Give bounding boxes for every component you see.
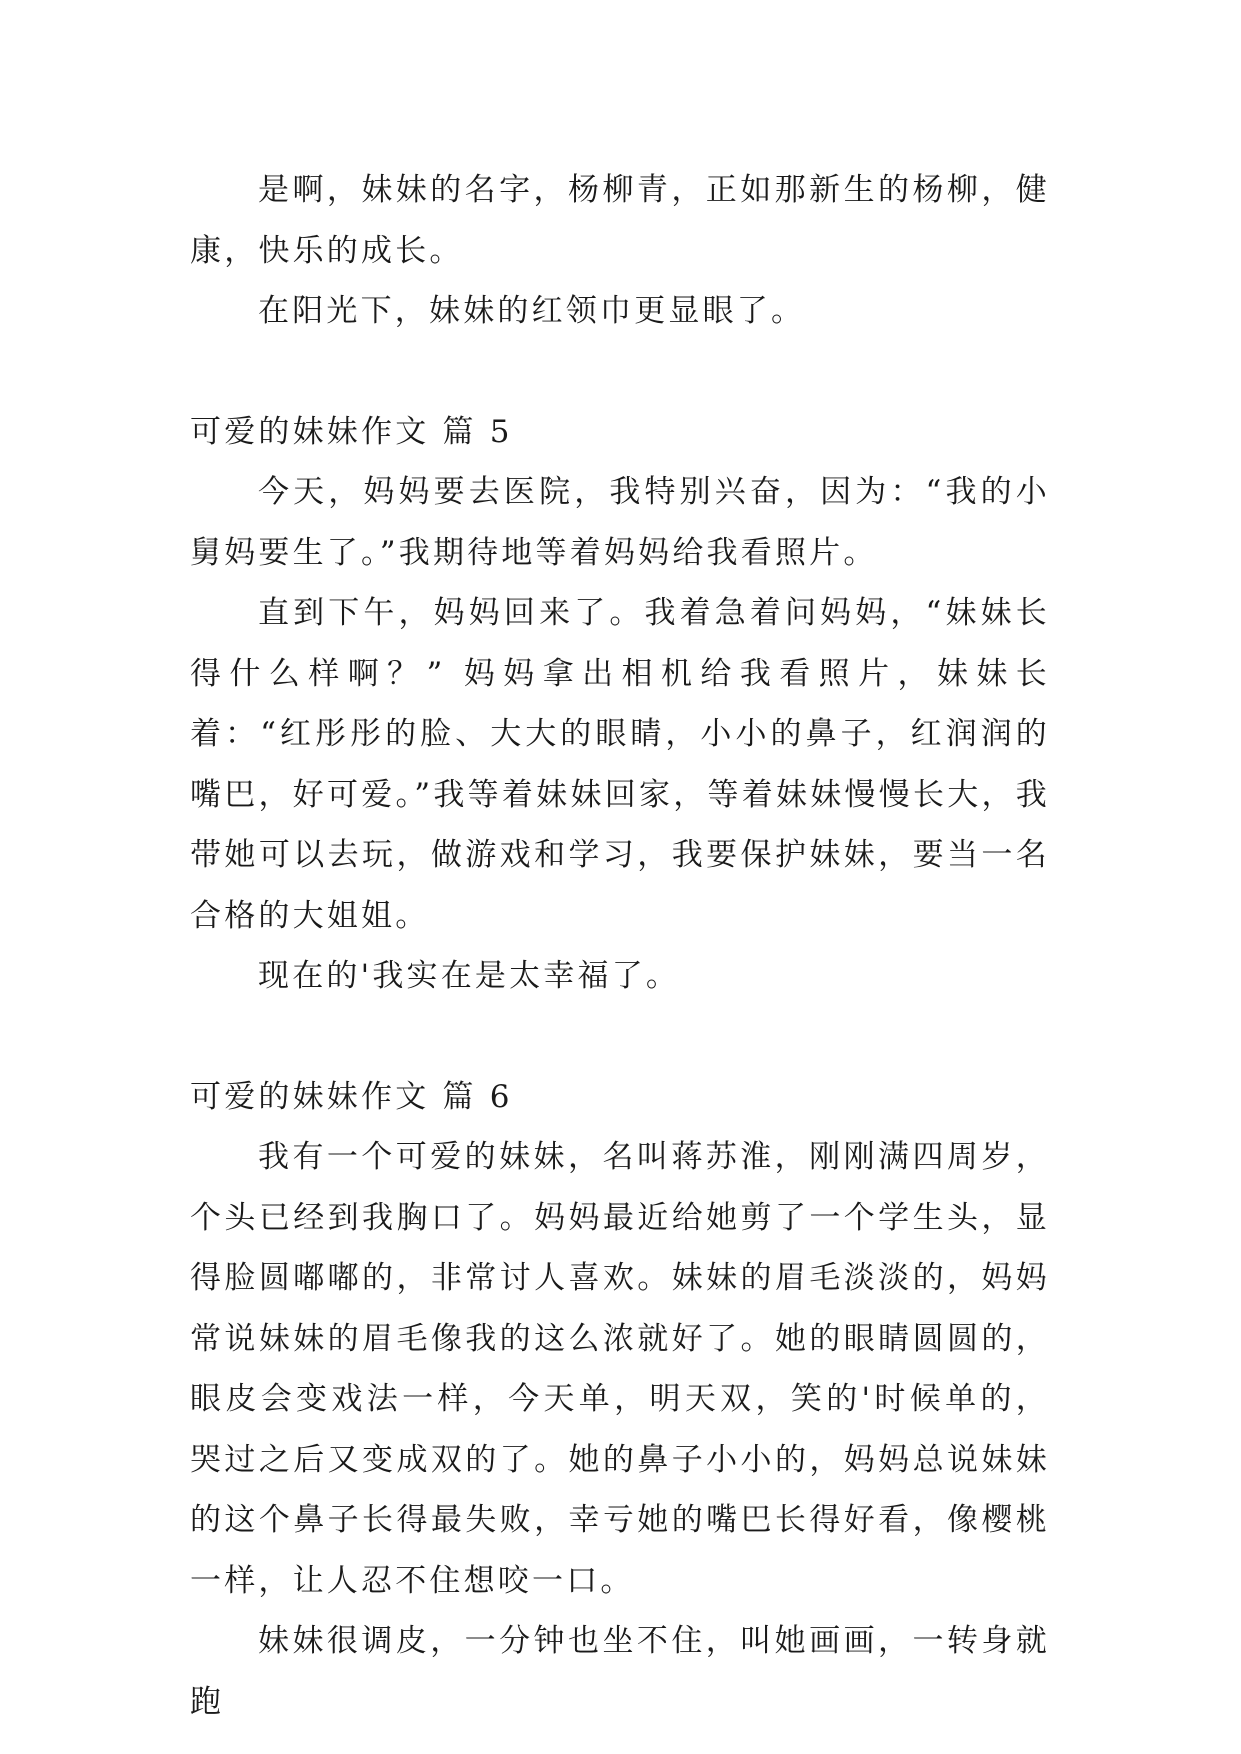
section-gap [190,342,1050,402]
section-5 [190,402,1050,1007]
paragraph: 妹妹很调皮，一分钟也坐不住，叫她画画，一转身就跑 [190,1623,1050,1720]
paragraph: 我有一个可爱的妹妹，名叫蒋苏淮，刚刚满四周岁，个头已经到我胸口了。妈妈最近给她剪了一个学生头，显得脸圆嘟嘟的，非常讨人喜欢。妹妹的眉毛淡淡的，妈妈常说妹妹的眉毛像我的这么浓就好了。她的眼睛圆圆的，眼皮会变戏法一样，今天单，明天双，笑的'时候单的，哭过之后又变成双的了。她的鼻子小小的，妈妈总说妹妹的这个鼻子长得最失败，幸亏她的嘴巴长得好看，像樱桃一样，让人忍不住想咬一口。 [190,1139,1050,1599]
document-page [190,160,1050,1732]
paragraph: 今天，妈妈要去医院，我特别兴奋，因为：“我的小舅妈要生了。”我期待地等着妈妈给我看照片。 [190,474,1050,571]
paragraph: 在阳光下，妹妹的红领巾更显眼了。 [258,293,806,329]
paragraph: 直到下午，妈妈回来了。我着急着问妈妈，“妹妹长得什么样啊？” 妈妈拿出相机给我看照片，妹妹长着：“红彤彤的脸、大大的眼睛，小小的鼻子，红润润的嘴巴，好可爱。”我等着妹妹回家，等着妹妹慢慢长大，我带她可以去玩，做游戏和学习，我要保护妹妹，要当一名合格的大姐姐。 [190,595,1050,934]
section-gap [190,1007,1050,1067]
paragraph: 是啊，妹妹的名字，杨柳青，正如那新生的杨柳，健康，快乐的成长。 [190,172,1050,269]
section-6 [190,1067,1050,1733]
paragraph: 现在的'我实在是太幸福了。 [258,958,681,994]
section-heading: 可爱的妹妹作文 篇 6 [190,1078,513,1115]
section-heading: 可爱的妹妹作文 篇 5 [190,413,513,450]
